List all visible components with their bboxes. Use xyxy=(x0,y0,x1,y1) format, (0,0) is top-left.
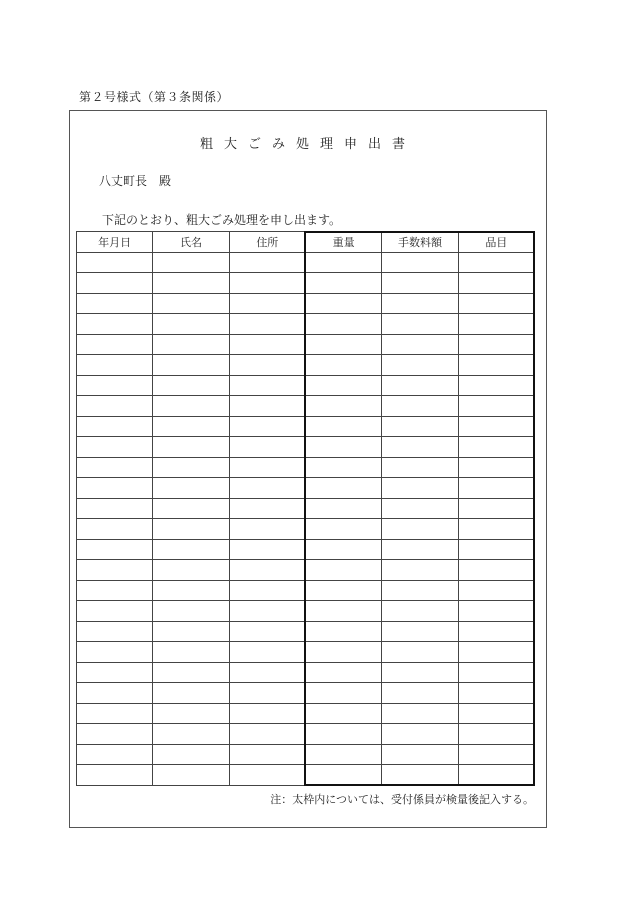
cell-date[interactable] xyxy=(77,765,153,786)
cell-address[interactable] xyxy=(229,396,305,417)
cell-weight[interactable] xyxy=(305,498,381,519)
table-row xyxy=(77,478,535,499)
cell-fee[interactable] xyxy=(382,498,458,519)
cell-fee[interactable] xyxy=(382,293,458,314)
cell-date[interactable] xyxy=(77,539,153,560)
cell-fee[interactable] xyxy=(382,457,458,478)
cell-date[interactable] xyxy=(77,478,153,499)
cell-address[interactable] xyxy=(229,539,305,560)
cell-fee[interactable] xyxy=(382,539,458,560)
table-row xyxy=(77,744,535,765)
cell-item[interactable] xyxy=(458,601,534,622)
cell-item[interactable] xyxy=(458,744,534,765)
table-row xyxy=(77,457,535,478)
cell-date[interactable] xyxy=(77,355,153,376)
cell-weight[interactable] xyxy=(305,744,381,765)
cell-address[interactable] xyxy=(229,642,305,663)
cell-fee[interactable] xyxy=(382,683,458,704)
header-address: 住所 xyxy=(229,232,305,253)
cell-weight[interactable] xyxy=(305,683,381,704)
cell-date[interactable] xyxy=(77,642,153,663)
cell-address[interactable] xyxy=(229,744,305,765)
cell-name[interactable] xyxy=(153,621,229,642)
cell-weight[interactable] xyxy=(305,662,381,683)
cell-name[interactable] xyxy=(153,478,229,499)
cell-weight[interactable] xyxy=(305,478,381,499)
table-row xyxy=(77,765,535,786)
cell-date[interactable] xyxy=(77,273,153,294)
cell-name[interactable] xyxy=(153,375,229,396)
cell-name[interactable] xyxy=(153,642,229,663)
cell-name[interactable] xyxy=(153,560,229,581)
cell-weight[interactable] xyxy=(305,703,381,724)
table-row xyxy=(77,539,535,560)
cell-name[interactable] xyxy=(153,539,229,560)
cell-address[interactable] xyxy=(229,601,305,622)
table-row xyxy=(77,621,535,642)
cell-date[interactable] xyxy=(77,375,153,396)
table-row xyxy=(77,642,535,663)
cell-item[interactable] xyxy=(458,765,534,786)
footnote: 注：太枠内については、受付係員が検量後記入する。 xyxy=(270,793,534,806)
cell-name[interactable] xyxy=(153,601,229,622)
cell-address[interactable] xyxy=(229,437,305,458)
cell-fee[interactable] xyxy=(382,601,458,622)
cell-weight[interactable] xyxy=(305,293,381,314)
header-fee: 手数料額 xyxy=(382,232,458,253)
cell-item[interactable] xyxy=(458,437,534,458)
cell-date[interactable] xyxy=(77,703,153,724)
cell-weight[interactable] xyxy=(305,334,381,355)
cell-address[interactable] xyxy=(229,478,305,499)
table-header-row xyxy=(77,232,535,253)
cell-item[interactable] xyxy=(458,683,534,704)
cell-item[interactable] xyxy=(458,724,534,745)
cell-name[interactable] xyxy=(153,273,229,294)
cell-fee[interactable] xyxy=(382,560,458,581)
cell-fee[interactable] xyxy=(382,744,458,765)
table-row xyxy=(77,437,535,458)
table-row xyxy=(77,498,535,519)
cell-fee[interactable] xyxy=(382,355,458,376)
cell-fee[interactable] xyxy=(382,416,458,437)
cell-date[interactable] xyxy=(77,601,153,622)
cell-date[interactable] xyxy=(77,621,153,642)
cell-date[interactable] xyxy=(77,580,153,601)
table-row xyxy=(77,416,535,437)
table-row xyxy=(77,519,535,540)
cell-item[interactable] xyxy=(458,334,534,355)
cell-weight[interactable] xyxy=(305,642,381,663)
header-item: 品目 xyxy=(458,232,534,253)
cell-fee[interactable] xyxy=(382,396,458,417)
table-row xyxy=(77,683,535,704)
cell-weight[interactable] xyxy=(305,314,381,335)
cell-fee[interactable] xyxy=(382,273,458,294)
cell-address[interactable] xyxy=(229,683,305,704)
cell-date[interactable] xyxy=(77,498,153,519)
cell-fee[interactable] xyxy=(382,765,458,786)
form-frame xyxy=(69,110,547,828)
cell-address[interactable] xyxy=(229,765,305,786)
cell-address[interactable] xyxy=(229,519,305,540)
cell-weight[interactable] xyxy=(305,273,381,294)
cell-address[interactable] xyxy=(229,375,305,396)
cell-fee[interactable] xyxy=(382,642,458,663)
cell-date[interactable] xyxy=(77,334,153,355)
cell-date[interactable] xyxy=(77,744,153,765)
cell-item[interactable] xyxy=(458,703,534,724)
cell-item[interactable] xyxy=(458,478,534,499)
cell-address[interactable] xyxy=(229,314,305,335)
cell-date[interactable] xyxy=(77,662,153,683)
cell-weight[interactable] xyxy=(305,724,381,745)
cell-item[interactable] xyxy=(458,375,534,396)
cell-address[interactable] xyxy=(229,580,305,601)
cell-item[interactable] xyxy=(458,498,534,519)
cell-address[interactable] xyxy=(229,273,305,294)
table-row xyxy=(77,724,535,745)
cell-item[interactable] xyxy=(458,252,534,273)
cell-name[interactable] xyxy=(153,683,229,704)
cell-date[interactable] xyxy=(77,396,153,417)
cell-address[interactable] xyxy=(229,457,305,478)
cell-date[interactable] xyxy=(77,519,153,540)
cell-item[interactable] xyxy=(458,642,534,663)
cell-address[interactable] xyxy=(229,498,305,519)
cell-item[interactable] xyxy=(458,539,534,560)
cell-item[interactable] xyxy=(458,457,534,478)
form-number-label: 第２号様式（第３条関係） xyxy=(79,90,230,104)
cell-fee[interactable] xyxy=(382,703,458,724)
cell-weight[interactable] xyxy=(305,621,381,642)
header-name: 氏名 xyxy=(153,232,229,253)
table-row xyxy=(77,560,535,581)
cell-fee[interactable] xyxy=(382,478,458,499)
cell-item[interactable] xyxy=(458,416,534,437)
cell-name[interactable] xyxy=(153,314,229,335)
form-title: 粗大ごみ処理申出書 xyxy=(199,137,416,152)
cell-name[interactable] xyxy=(153,662,229,683)
cell-address[interactable] xyxy=(229,560,305,581)
cell-item[interactable] xyxy=(458,662,534,683)
cell-item[interactable] xyxy=(458,396,534,417)
cell-name[interactable] xyxy=(153,437,229,458)
addressee: 八丈町長 殿 xyxy=(99,174,172,188)
cell-weight[interactable] xyxy=(305,437,381,458)
intro-text: 下記のとおり、粗大ごみ処理を申し出ます。 xyxy=(102,213,342,227)
cell-date[interactable] xyxy=(77,293,153,314)
cell-item[interactable] xyxy=(458,519,534,540)
table-row xyxy=(77,273,535,294)
cell-name[interactable] xyxy=(153,724,229,745)
table-row xyxy=(77,580,535,601)
table-row xyxy=(77,601,535,622)
cell-name[interactable] xyxy=(153,396,229,417)
table-row xyxy=(77,355,535,376)
cell-item[interactable] xyxy=(458,293,534,314)
cell-item[interactable] xyxy=(458,560,534,581)
cell-date[interactable] xyxy=(77,416,153,437)
cell-name[interactable] xyxy=(153,580,229,601)
cell-name[interactable] xyxy=(153,457,229,478)
cell-item[interactable] xyxy=(458,355,534,376)
cell-date[interactable] xyxy=(77,457,153,478)
cell-weight[interactable] xyxy=(305,375,381,396)
cell-address[interactable] xyxy=(229,334,305,355)
table-body xyxy=(77,252,535,786)
cell-name[interactable] xyxy=(153,252,229,273)
cell-name[interactable] xyxy=(153,519,229,540)
cell-address[interactable] xyxy=(229,724,305,745)
cell-fee[interactable] xyxy=(382,314,458,335)
cell-weight[interactable] xyxy=(305,457,381,478)
cell-address[interactable] xyxy=(229,662,305,683)
cell-fee[interactable] xyxy=(382,662,458,683)
cell-item[interactable] xyxy=(458,273,534,294)
cell-name[interactable] xyxy=(153,765,229,786)
header-date: 年月日 xyxy=(77,232,153,253)
cell-date[interactable] xyxy=(77,437,153,458)
cell-item[interactable] xyxy=(458,580,534,601)
cell-fee[interactable] xyxy=(382,437,458,458)
cell-name[interactable] xyxy=(153,334,229,355)
table-row xyxy=(77,314,535,335)
table-row xyxy=(77,375,535,396)
cell-date[interactable] xyxy=(77,560,153,581)
table-row xyxy=(77,703,535,724)
cell-fee[interactable] xyxy=(382,252,458,273)
cell-weight[interactable] xyxy=(305,539,381,560)
cell-address[interactable] xyxy=(229,416,305,437)
table-row xyxy=(77,662,535,683)
cell-item[interactable] xyxy=(458,621,534,642)
cell-name[interactable] xyxy=(153,498,229,519)
cell-fee[interactable] xyxy=(382,724,458,745)
cell-date[interactable] xyxy=(77,314,153,335)
cell-weight[interactable] xyxy=(305,765,381,786)
cell-weight[interactable] xyxy=(305,355,381,376)
cell-fee[interactable] xyxy=(382,334,458,355)
cell-address[interactable] xyxy=(229,252,305,273)
cell-address[interactable] xyxy=(229,355,305,376)
cell-address[interactable] xyxy=(229,703,305,724)
cell-date[interactable] xyxy=(77,252,153,273)
cell-item[interactable] xyxy=(458,314,534,335)
application-table xyxy=(76,231,535,786)
cell-name[interactable] xyxy=(153,744,229,765)
cell-fee[interactable] xyxy=(382,375,458,396)
cell-weight[interactable] xyxy=(305,601,381,622)
cell-name[interactable] xyxy=(153,703,229,724)
cell-name[interactable] xyxy=(153,355,229,376)
table-row xyxy=(77,396,535,417)
cell-date[interactable] xyxy=(77,724,153,745)
cell-date[interactable] xyxy=(77,683,153,704)
header-weight: 重量 xyxy=(305,232,381,253)
table-row xyxy=(77,334,535,355)
cell-fee[interactable] xyxy=(382,519,458,540)
cell-weight[interactable] xyxy=(305,416,381,437)
cell-weight[interactable] xyxy=(305,252,381,273)
cell-name[interactable] xyxy=(153,293,229,314)
cell-address[interactable] xyxy=(229,293,305,314)
cell-weight[interactable] xyxy=(305,580,381,601)
cell-weight[interactable] xyxy=(305,519,381,540)
cell-weight[interactable] xyxy=(305,396,381,417)
cell-fee[interactable] xyxy=(382,580,458,601)
cell-address[interactable] xyxy=(229,621,305,642)
table-row xyxy=(77,252,535,273)
table-row xyxy=(77,293,535,314)
cell-fee[interactable] xyxy=(382,621,458,642)
cell-weight[interactable] xyxy=(305,560,381,581)
cell-name[interactable] xyxy=(153,416,229,437)
